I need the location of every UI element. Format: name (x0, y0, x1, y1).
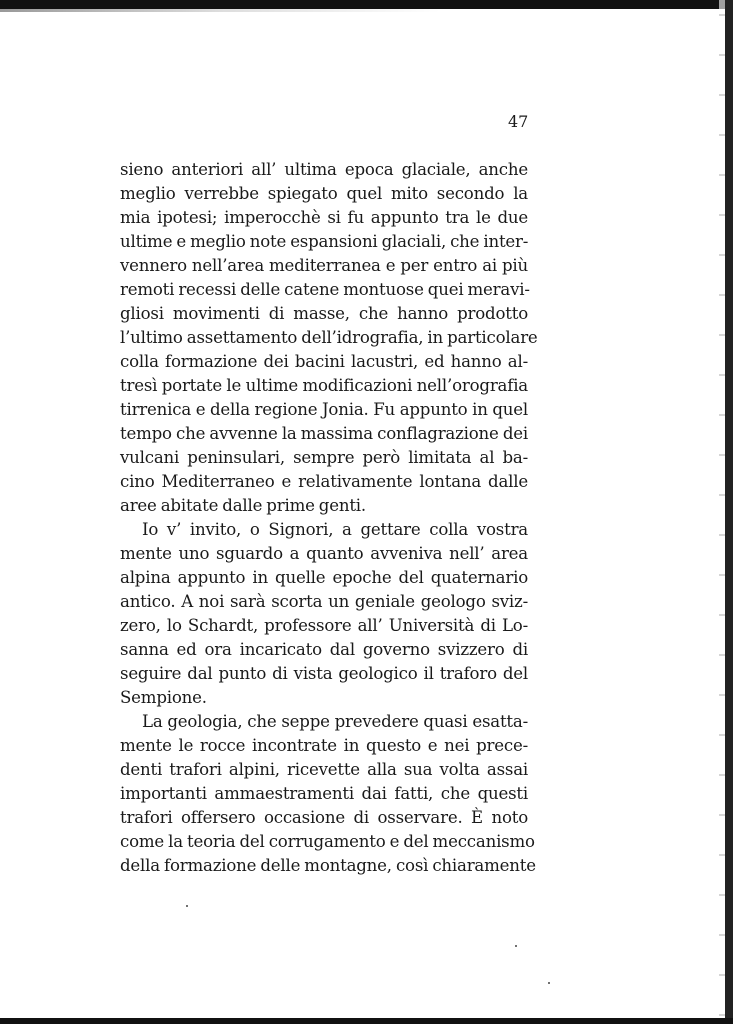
text-line: tempo che avvenne la massima conflagrazione dei (120, 424, 528, 443)
text-line: alpina appunto in quelle epoche del quaternario (120, 568, 528, 587)
text-line: trafori offersero occasione di osservare. È noto (120, 808, 528, 827)
text-line: mente uno sguardo a quanto avveniva nell’ area (120, 544, 528, 563)
text-line: denti trafori alpini, ricevette alla sua volta assai (120, 760, 528, 779)
text-line: Io v’ invito, o Signori, a gettare colla vostra (142, 520, 528, 539)
body-text (120, 158, 538, 878)
scan-top-border (0, 0, 733, 9)
text-line: zero, lo Schardt, professore all’ Università di Lo- (120, 616, 528, 635)
text-line: mente le rocce incontrate in questo e nei prece- (120, 736, 528, 755)
text-line: sanna ed ora incaricato dal governo svizzero di (120, 640, 528, 659)
scan-speck (548, 982, 550, 984)
text-line: sieno anteriori all’ ultima epoca glaciale, anche (120, 160, 528, 179)
text-line: vulcani peninsulari, sempre però limitata al ba- (120, 448, 528, 467)
text-line: della formazione delle montagne, così chiaramente (120, 856, 536, 875)
text-line: meglio verrebbe spiegato quel mito secondo la (120, 184, 528, 203)
text-line: importanti ammaestramenti dai fatti, che questi (120, 784, 528, 803)
text-line: La geologia, che seppe prevedere quasi esatta- (142, 712, 528, 731)
text-line: l’ultimo assettamento dell’idrografia, in particolare (120, 328, 538, 347)
scan-right-border (725, 0, 733, 1024)
text-line: gliosi movimenti di masse, che hanno prodotto (120, 304, 528, 323)
text-line: remoti recessi delle catene montuose quei meravi- (120, 280, 530, 299)
text-line: ultime e meglio note espansioni glaciali, che inter- (120, 232, 529, 251)
text-line: colla formazione dei bacini lacustri, ed hanno al- (120, 352, 528, 371)
paragraph (120, 518, 528, 710)
text-line: vennero nell’area mediterranea e per entro ai più (120, 256, 528, 275)
scan-top-shadow (0, 9, 733, 12)
text-line: mia ipotesi; imperocchè si fu appunto tra le due (120, 208, 528, 227)
text-line: Sempione. (120, 688, 207, 707)
text-line: cino Mediterraneo e relativamente lontana dalle (120, 472, 528, 491)
paragraph (120, 710, 536, 878)
scan-bottom-border (0, 1018, 733, 1024)
text-line: tresì portate le ultime modificazioni nell’orografia (120, 376, 528, 395)
text-line: seguire dal punto di vista geologico il traforo del (120, 664, 528, 683)
text-line: tirrenica e della regione Jonia. Fu appunto in quel (120, 400, 528, 419)
scan-speck (515, 945, 517, 947)
page-number: 47 (508, 112, 529, 131)
paragraph (120, 158, 538, 518)
text-line: aree abitate dalle prime genti. (120, 496, 366, 515)
scan-speck (186, 905, 188, 907)
scan-right-edge (719, 0, 725, 1024)
text-line: antico. A noi sarà scorta un geniale geologo sviz- (120, 592, 528, 611)
text-line: come la teoria del corrugamento e del meccanismo (120, 832, 535, 851)
